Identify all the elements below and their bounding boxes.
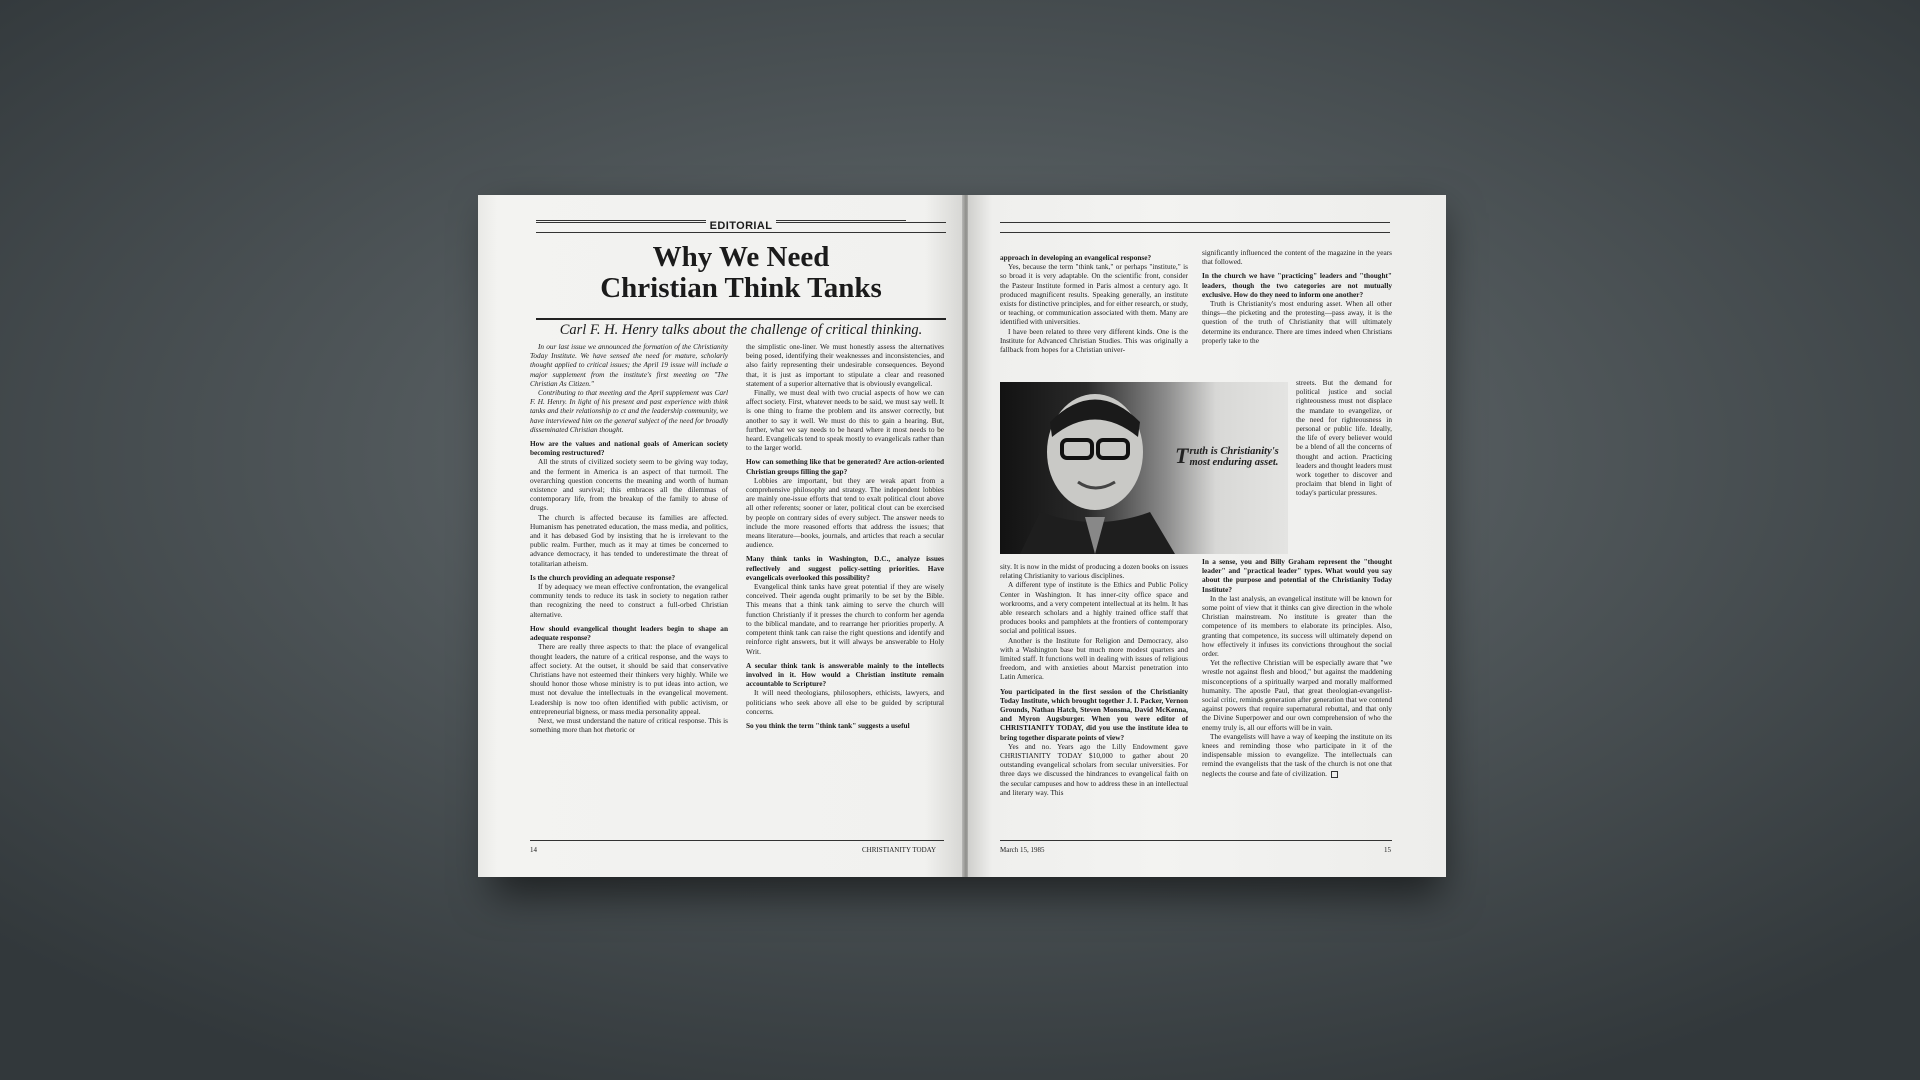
body-paragraph: There are really three aspects to that: the place of evangelical thought leaders, the nature of a critical response, and the ways to affect society. At the outset, it should be said that conservative Christians have not esteemed their thinkers very highly. While we should honor those whose ministry is to put ideas into action, we must not devalue the intellectuals in the evangelical movement. Leadership is now too often identified with public activism, or entrepreneurial bigness, or mass media personality appeal. (530, 642, 728, 716)
question-paragraph: How should evangelical thought leaders begin to shape an adequate response? (530, 623, 728, 643)
portrait-illustration (1000, 382, 1288, 554)
body-paragraph: the simplistic one-liner. We must honestly assess the alternatives being posed, identifying their weaknesses and inconsistencies, and also fairly representing their undesirable consequences. Beyond that, it is just as important to stipulate a clear and reasoned statement of a superior alternative that is obviously evangelical. (746, 342, 944, 388)
body-paragraph: Next, we must understand the nature of critical response. This is something more than hot rhetoric or (530, 715, 728, 735)
body-paragraph: Yes and no. Years ago the Lilly Endowment gave CHRISTIANITY TODAY $10,000 to gather about 20 outstanding evangelical scholars from secular universities. For three days we discussed the hindrances to evangelical faith on the secular campuses and how to address these in an intellectual and literary way. This (1000, 741, 1188, 797)
body-paragraph: Yes, because the term "think tank," or perhaps "institute," is so broad it is very adaptable. On the scientific front, consider the Pasteur Institute formed in Paris almost a century ago. It produced magnificent results. Speaking generally, an institute exists for distinctive principles, and for either research, or study, or teaching, or communication associated with them. Many are identified with universities. (1000, 262, 1188, 327)
body-paragraph: Evangelical think tanks have great potential if they are wisely conceived. Their agenda ought primarily to be set by the Bible. This means that a think tank aiming to serve the church will function Christianly if it presses the church to conform her agenda to the biblical mandate, and to rearrange her priorities properly. A competent think tank can raise the right questions and identify and reinforce right answers, but it will always be answerable to Holy Writ. (746, 582, 944, 656)
left-column-1 (530, 342, 728, 832)
right-column-2-top (1202, 248, 1392, 376)
right-column-1-bottom (1000, 562, 1188, 834)
body-paragraph: It will need theologians, philosophers, ethicists, lawyers, and politicians who seek above all else to be guided by scriptural concerns. (746, 688, 944, 716)
pull-quote (1175, 443, 1285, 468)
section-label-wrap (536, 220, 946, 232)
body-paragraph: The church is affected because its families are affected. Humanism has penetrated education, the mass media, and politics, and it has debased God by insisting that he is irrelevant to the public realm. Further, much as it may at times be concerned to advance democracy, it has tended to underestimate the threat of totalitarian atheism. (530, 512, 728, 568)
title-line-1: Why We Need (652, 241, 830, 273)
section-rule-lower (536, 232, 946, 233)
question-paragraph: A secular think tank is answerable mainly to the intellects involved in it. How would a Christian institute remain accountable to Scripture? (746, 660, 944, 689)
pull-quote-text: ruth is Christianity's most enduring asset. (1189, 446, 1279, 468)
question-paragraph: You participated in the first session of the Christianity Today Institute, which brought together J. I. Packer, Vernon Grounds, Nathan Hatch, Steven Monsma, David McKenna, and Myron Augsburger. When you were editor of CHRISTIANITY TODAY, did you use the institute idea to bring together disparate points of view? (1000, 686, 1188, 742)
left-page-number: 14 (530, 846, 537, 854)
right-column-2-narrow (1296, 378, 1392, 550)
question-paragraph: approach in developing an evangelical response? (1000, 253, 1152, 262)
body-paragraph: Yet the reflective Christian will be especially aware that "we wrestle not against flesh and blood," but against the maddening misconceptions of a spiritually warped and morally malformed humanity. The apostle Paul, that great theologian-evangelist-social critic, reminds generation after generation that we contend against powers that require supernatural rebuttal, and that only the Divine Superpower and our own comprehension of who the enemy truly is, all our efforts will be in vain. (1202, 658, 1392, 732)
body-paragraph: sity. It is now in the midst of producing a dozen books on issues relating Christianity to various disciplines. (1000, 562, 1188, 581)
body-paragraph: The evangelists will have a way of keeping the institute on its knees and reminding those who participate in it of the indispensable mission to evangelize. The intellectuals can remind the evangelists that the task of the church is not one that neglects the course and fate of civilization. (1202, 731, 1392, 778)
pull-quote-initial: T (1175, 443, 1189, 468)
end-mark-icon (1331, 771, 1338, 778)
left-column-2 (746, 342, 944, 832)
right-footer-rule (1000, 840, 1392, 841)
body-paragraph: A different type of institute is the Ethics and Public Policy Center in Washington. It has inner-city office space and workrooms, and a very competent intellectual at its helm. It has able research scholars and a highly trained office staff that produces books and pamphlets at the frontiers of contemporary social and political issues. (1000, 580, 1188, 636)
body-paragraph: In our last issue we announced the formation of the Christianity Today Institute. We have sensed the need for mature, scholarly thought applied to critical issues; the April 19 issue will include a major supplement from the institute's first meeting on "The Christian As Citizen." (530, 342, 728, 388)
body-paragraph: Truth is Christianity's most enduring asset. When all other things—the picketing and the protesting—pass away, it is the question of the truth of Christianity that will ultimately determine its endurance. There are times indeed when Christians properly take to the (1202, 299, 1392, 345)
narrow-paragraph: streets. But the demand for political justice and social righteousness must not displace the mandate to evangelize, or the need for righteousness in personal or public life. Ideally, the life of every believer would be a blend of all the concerns of thought and action. Practicing leaders and thought leaders must work together to discover and proclaim that blend in light of today's particular pressures. (1296, 378, 1392, 498)
article-deck: Carl F. H. Henry talks about the challenge of critical thinking. (559, 322, 923, 338)
question-paragraph: So you think the term "think tank" suggests a useful (746, 720, 910, 730)
question-paragraph: How can something like that be generated? Are action-oriented Christian groups filling the gap? (746, 457, 944, 476)
body-paragraph: In the last analysis, an evangelical institute will be known for some point of view that it thinks can give direction in the whole Christian mainstream. No institute is greater than the competence of its members to elaborate its principles. Also, granting that competence, its success will ultimately depend on how effectively it infuses its convictions throughout the social order. (1202, 593, 1392, 659)
title-rule (536, 318, 946, 320)
body-paragraph: Contributing to that meeting and the April supplement was Carl F. H. Henry. In light of his present and past experience with think tanks and their relationship to ct and the leadership community, we have interviewed him on the general subject of the need for broadly disseminated Christian thought. (530, 388, 728, 434)
author-photo (1000, 382, 1288, 554)
body-paragraph: Finally, we must deal with two crucial aspects of how we can affect society. First, whatever needs to be said, we must say well. It is one thing to frame the problem and its answer correctly, but another to say it well. We must do this to gain a hearing. But, further, what we say needs to be heard where it most needs to be heard. Evangelicals tend to speak mostly to evangelicals rather than to the larger world. (746, 388, 944, 453)
body-paragraph: All the struts of civilized society seem to be giving way today, and the ferment in America is an aspect of that turmoil. The overarching question concerns the meaning and worth of human existence and survival; this embraces all the dilemmas of contemporary life, from the breakup of the family to abuse of drugs. (530, 457, 728, 513)
right-top-rule-1 (1000, 222, 1390, 223)
left-footer-rule (530, 840, 944, 841)
question-paragraph: How are the values and national goals of American society becoming restructured? (530, 439, 728, 458)
body-paragraph: significantly influenced the content of the magazine in the years that followed. (1202, 248, 1392, 267)
right-column-2-bottom (1202, 552, 1392, 834)
body-paragraph: If by adequacy we mean effective confrontation, the evangelical community tends to reduce its task in society to negation rather than recognizing the need to construct a full-orbed Christian alternative. (530, 582, 728, 619)
body-paragraph: Another is the Institute for Religion and Democracy, also with a Washington base but much more modest quarters and limited staff. It functions well in dealing with issues of religious freedom, and with anxieties about Marxist penetration into Latin America. (1000, 635, 1188, 682)
right-page-number: 15 (1384, 846, 1391, 854)
section-label: EDITORIAL (706, 220, 777, 232)
title-line-2: Christian Think Tanks (600, 272, 882, 304)
question-paragraph: Many think tanks in Washington, D.C., analyze issues reflectively and suggest policy-setting priorities. Have evangelicals overlooked this possibility? (746, 554, 944, 582)
question-paragraph: In a sense, you and Billy Graham represent the "thought leader" and "practical leader" types. What would you say about the purpose and potential of the Christianity Today Institute? (1202, 557, 1392, 594)
right-top-rule-2 (1000, 232, 1390, 233)
left-publication-name: CHRISTIANITY TODAY (862, 846, 937, 854)
article-title (536, 242, 946, 304)
question-paragraph: Is the church providing an adequate response? (530, 572, 676, 582)
body-paragraph: Lobbies are important, but they are weak apart from a comprehensive philosophy and strategy. The independent lobbies are mainly one-issue efforts that tend to exalt political clout above all other referents; sooner or later, political clout can be exercised by people on contrary sides of every subject. The answer needs to include the more reasoned efforts that address the issues; that means literature—books, journals, and articles that reach a secular audience. (746, 475, 944, 550)
right-column-1-top (1000, 248, 1188, 376)
body-paragraph: I have been related to three very different kinds. One is the Institute for Advanced Christian Studies. This was originally a fallback from hopes for a Christian univer- (1000, 326, 1188, 355)
question-paragraph: In the church we have "practicing" leaders and "thought" leaders, though the two categories are not mutually exclusive. How do they need to inform one another? (1202, 271, 1392, 299)
issue-date: March 15, 1985 (1000, 846, 1045, 854)
